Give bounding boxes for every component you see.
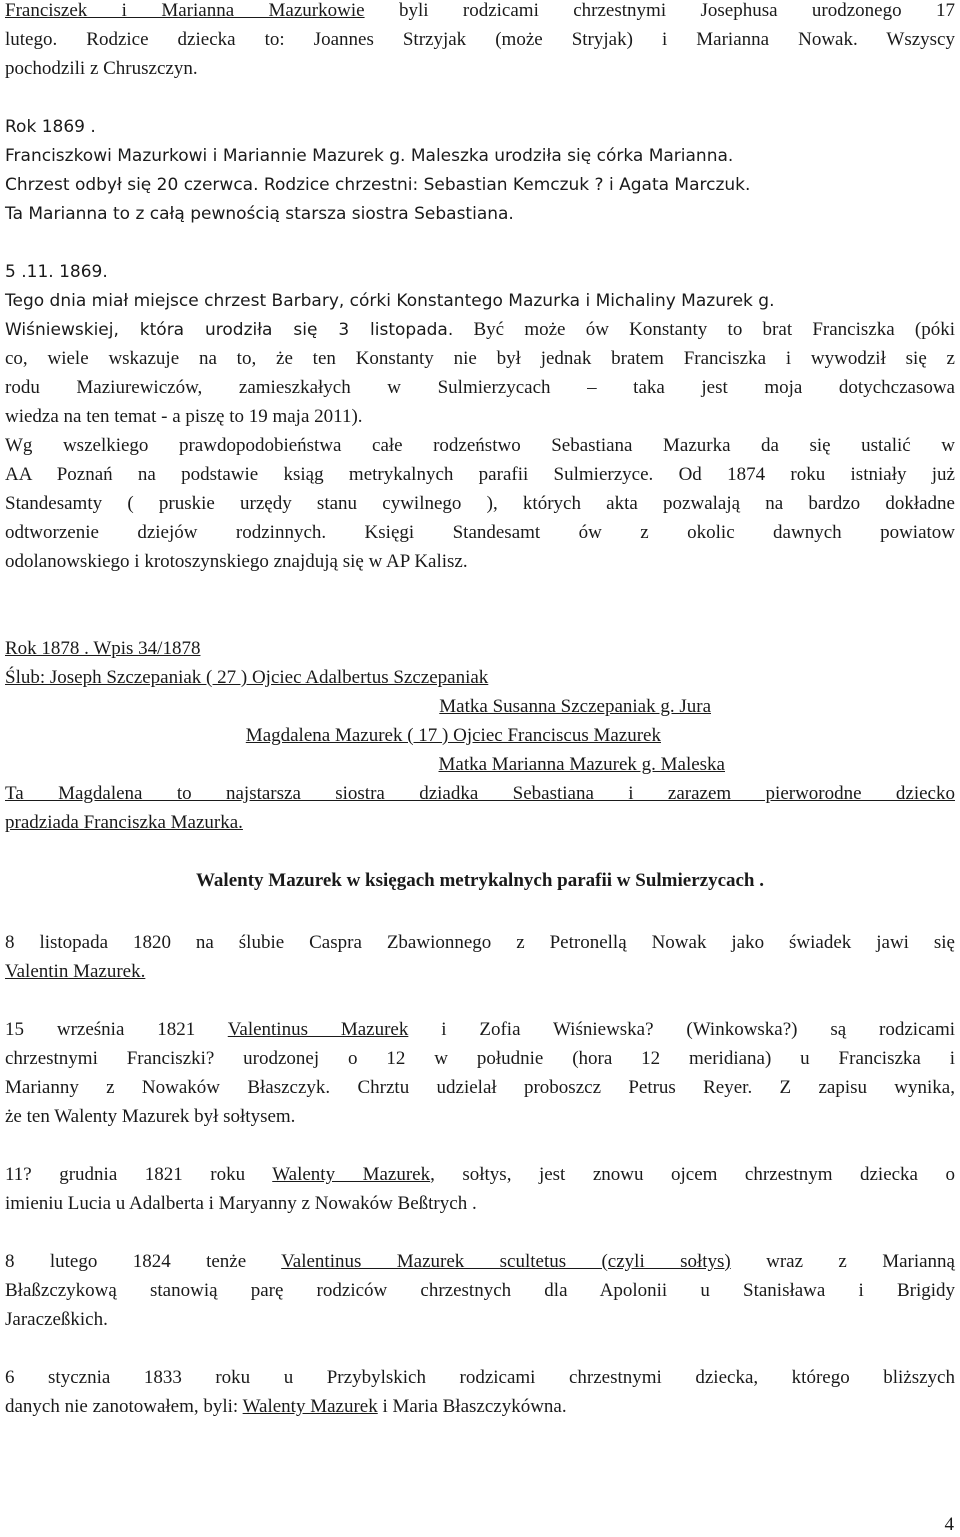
p1-line-3: pochodzili z Chruszczyn. [5,58,198,79]
p4-line-2: Ślub: Joseph Szczepaniak ( 27 ) Ojciec Adalbertus Szczepaniak [5,667,489,688]
p9-line-2-a: danych nie zanotowałem, byli: [5,1396,243,1417]
p2-line-1: Rok 1869 . [5,117,96,137]
p3-line-3-a: Wiśniewskiej, która urodziła się 3 listopada. [5,320,454,340]
p3-line-3-b: Być może ów Konstanty to brat Franciszka (póki [453,319,955,340]
p2-line-2: Franciszkowi Mazurkowi i Mariannie Mazurek g. Maleszka urodziła się córka Marianna. [5,146,734,166]
p8-line-1-b: wraz z Marianną [730,1251,955,1272]
link-valentinus-mazurek-2[interactable]: Valentinus Mazurek scultetus (czyli sołtys) [281,1251,731,1272]
p9-line-2 [5,1396,567,1418]
p6-line-1-b: i Zofia Wiśniewska? (Winkowska?) są rodzicami [408,1019,956,1040]
p3-line-8: AA Poznań na podstawie ksiąg metrykalnych parafii Sulmierzyce. Od 1874 roku istniały już [5,464,955,485]
p3-line-4: co, wiele wskazuje na to, że ten Konstanty nie był jednak bratem Franciszka i wywodził się z [5,348,955,369]
p4-line-3: Matka Susanna Szczepaniak g. Jura [439,696,711,717]
page-number: 4 [944,1514,954,1535]
p5-line-2: Valentin Mazurek. [5,961,146,982]
p3-line-9: Standesamty ( pruskie urzędy stanu cywilnego ), których akta pozwalają na bardzo dokładne [5,493,955,514]
p4-line-1: Rok 1878 . Wpis 34/1878 [5,638,201,659]
p7-line-1-a: 11? grudnia 1821 roku [5,1164,273,1185]
link-walenty-mazurek-1[interactable]: Walenty Mazurek [272,1164,431,1185]
p3-line-3 [5,319,955,341]
p2-line-4: Ta Marianna to z całą pewnością starsza siostra Sebastiana. [5,204,514,224]
p6-line-1 [5,1019,955,1041]
p3-line-2: Tego dnia miał miejsce chrzest Barbary, córki Konstantego Mazurka i Michaliny Mazurek g. [5,291,775,311]
p3-line-5: rodu Maziurewiczów, zamieszkałych w Sulmierzycach – taka jest moja dotychczasowa [5,377,955,398]
p1-line-1 [5,0,955,22]
p3-line-10: odtworzenie dziejów rodzinnych. Księgi Standesamt ów z okolic dawnych powiatow [5,522,955,543]
p7-line-1 [5,1164,955,1186]
link-franciszek-marianna[interactable]: Franciszek i Marianna Mazurkowie [5,0,365,21]
p1-line-1-rest: byli rodzicami chrzestnymi Josephusa urodzonego 17 [364,0,955,21]
p4-line-7: pradziada Franciszka Mazurka. [5,812,243,833]
p7-line-1-b: , sołtys, jest znowu ojcem chrzestnym dziecka o [430,1164,955,1185]
p9-line-2-b: i Maria Błaszczykówna. [377,1396,567,1417]
p9-line-1: 6 stycznia 1833 roku u Przybylskich rodzicami chrzestnymi dziecka, którego bliższych [5,1367,955,1388]
p3-line-6: wiedza na ten temat - a piszę to 19 maja 2011). [5,406,363,427]
p6-line-2: chrzestnymi Franciszki? urodzonej o 12 w południe (hora 12 meridiana) u Franciszka i [5,1048,955,1069]
p1-line-2: lutego. Rodzice dziecka to: Joannes Strzyjak (może Stryjak) i Marianna Nowak. Wszyscy [5,29,955,50]
link-valentinus-mazurek-1[interactable]: Valentinus Mazurek [227,1019,409,1040]
p6-line-1-a: 15 września 1821 [5,1019,228,1040]
p7-line-2: imieniu Lucia u Adalberta i Maryanny z Nowaków Beßtrych . [5,1193,477,1214]
p5-line-1: 8 listopada 1820 na ślubie Caspra Zbawionnego z Petronellą Nowak jako świadek jawi się [5,932,955,953]
p6-line-3: Marianny z Nowaków Błaszczyk. Chrztu udzielał proboszcz Petrus Reyer. Z zapisu wynika, [5,1077,955,1098]
p6-line-4: że ten Walenty Mazurek był sołtysem. [5,1106,296,1127]
p3-line-11: odolanowskiego i krotoszynskiego znajdują się w AP Kalisz. [5,551,468,572]
p8-line-2: Błaßzczykową stanowią parę rodziców chrzestnych dla Apolonii u Stanisława i Brigidy [5,1280,955,1301]
p2-line-3: Chrzest odbył się 20 czerwca. Rodzice chrzestni: Sebastian Kemczuk ? i Agata Marczuk. [5,175,751,195]
link-walenty-mazurek-2[interactable]: Walenty Mazurek [242,1396,378,1417]
p4-line-4: Magdalena Mazurek ( 17 ) Ojciec Franciscus Mazurek [245,725,661,746]
p4-line-5: Matka Marianna Mazurek g. Maleska [438,754,725,775]
p8-line-3: Jaraczeßkich. [5,1309,108,1330]
p8-line-1-a: 8 lutego 1824 tenże [5,1251,282,1272]
p4-line-6: Ta Magdalena to najstarsza siostra dziadka Sebastiana i zarazem pierworodne dziecko [5,783,955,804]
p8-line-1 [5,1251,955,1273]
p3-line-1: 5 .11. 1869. [5,262,108,282]
p3-line-7: Wg wszelkiego prawdopodobieństwa całe rodzeństwo Sebastiana Mazurka da się ustalić w [5,435,955,456]
section-heading: Walenty Mazurek w księgach metrykalnych parafii w Sulmierzycach . [195,870,764,891]
